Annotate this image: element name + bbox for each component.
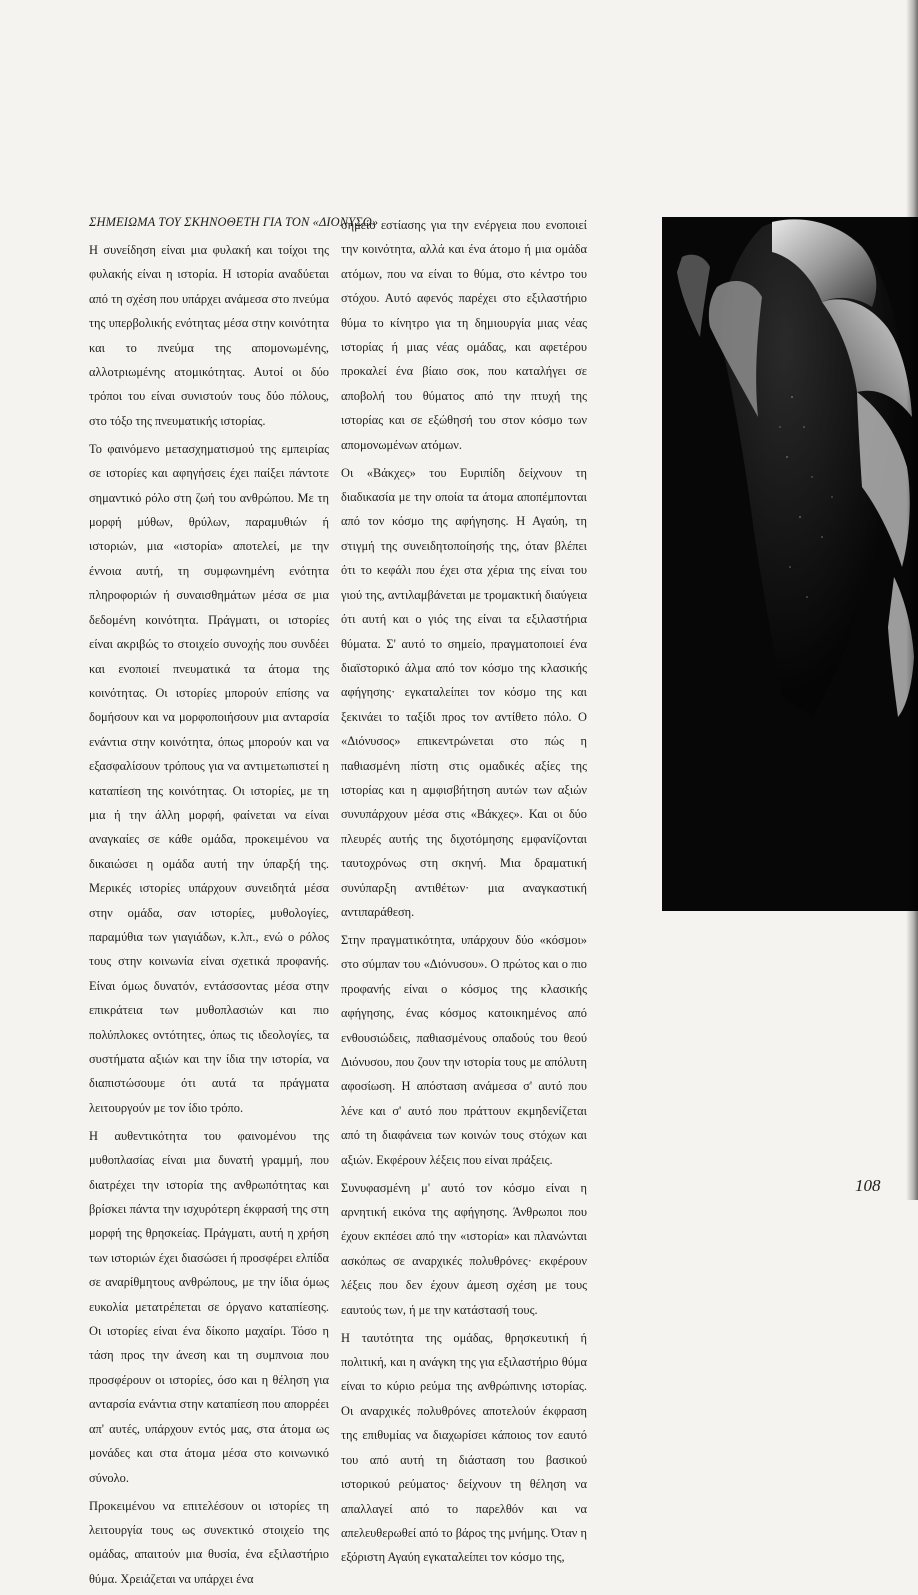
page-number: 108 (855, 1176, 881, 1195)
paragraph: Συνυφασμένη μ' αυτό τον κόσμο είναι η αρνητική εικόνα της αφήγησης. Άνθρωποι που έχουν εκπέσει από την «ιστορία» και πλανώνται ασκόπως σε αναρχικές πολυθρόνες· εκφέρουν λέξεις που δεν έχουν άμεση σχέση με τους εαυτούς των, ή με την κατάστασή τους. (341, 1180, 587, 1317)
text-column-left (89, 210, 379, 1595)
paragraph: Η συνείδηση είναι μια φυλακή και τοίχοι της φυλακής είναι η ιστορία. Η ιστορία αναδύεται από τη σχέση που υπάρχει ανάμεσα στο πνεύμα της υπερβολικής ενότητας μέσα στην κοινότητα και το πνεύμα της απομονωμένης, αλλοτριωμένης ατομικότητας. Αυτοί οι δύο τρόποι του είναι συνιστούν τους δύο πόλους, στο τόξο της πνευματικής ιστορίας. (89, 243, 329, 428)
paragraph: Η αυθεντικότητα του φαινομένου της μυθοπλασίας είναι μια δυνατή γραμμή, που διατρέχει την ιστορία της ανθρωπότητας και βρίσκει πάντα την ισχυρότερη έκφρασή της στη μορφή της θρησκείας. Πράγματι, αυτή η χρήση των ιστοριών έχει διασώσει ή προσφέρει ελπίδα σε αναρίθμητους ανθρώπους, με την ίδια όμως ευκολία μετατρέπεται σε όργανο καταπίεσης. Οι ιστορίες είναι ένα δίκοπο μαχαίρι. Τόσο η τάση προς την άνεση και τη συμπνοια που προσφέρουν οι ιστορίες, όσο και η θέληση για ανταρσία ενάντια στην καταπίεση που απορρέει απ' αυτές, υπάρχουν εντός μας, στα άτομα ως μονάδες και στα άτομα μέσα στο κοινωνικό σύνολο. (89, 1128, 329, 1485)
photo-figure-drawing (662, 217, 918, 911)
paragraph: Η ταυτότητα της ομάδας, θρησκευτική ή πολιτική, και η ανάγκη της για εξιλαστήριο θύμα είναι το κύριο ρεύμα της ανθρώπινης ιστορίας. Οι αναρχικές πολυθρόνες αποτελούν έκφραση της επιθυμίας να διαχωρίσει κάποιος τον εαυτό του από αυτή τη διάσταση του βασικού ιστορικού ρεύματος· δείχνουν τη θέληση να απαλλαγεί από το παρελθόν και να απελευθερωθεί από το βάρος της μνήμης. Όταν η εξόριστη Αγαύη εγκαταλείπει τον κόσμο της, (341, 1330, 587, 1565)
paragraph: Το φαινόμενο μετασχηματισμού της εμπειρίας σε ιστορίες και αφηγήσεις έχει παίξει πάντοτε σημαντικό ρόλο στη ζωή του ανθρώπου. Με τη μορφή μύθων, θρύλων, παραμυθιών ή ιστοριών, μια «ιστορία» αποτελεί, με την έννοια αυτή, τη συμφωνημένη ενότητα πληροφοριών ή συναισθημάτων μέσα σε μια δεδομένη κοινότητα. Πράγματι, οι ιστορίες είναι ακριβώς το στοιχείο συνοχής που συνδέει και ενοποιεί πνευματικά τα άτομα της κοινότητας. Οι ιστορίες μπορούν επίσης να δομήσουν και να μορφοποιήσουν μια ανταρσία ενάντια στην κοινότητα, όπως μπορούν και να εξασφαλίσουν τρόπους για να αντιμετωπιστεί η καταπίεση της κοινότητας. Οι ιστορίες, με τη μια ή την άλλη μορφή, φαίνεται να είναι αναγκαίες σε κάθε ομάδα, προκειμένου να δικαιώσει η ομάδα αυτή την ύπαρξή της. Μερικές ιστορίες υπάρχουν συνειδητά μέσα στην ομάδα, σαν ιστορίες, μυθολογίες, παραμύθια των γιαγιάδων, κ.λπ., ενώ ο ρόλος τους στην κοινωνία είναι σχετικά προφανής. Είναι όμως δυνατόν, εντάσσοντας μέσα στην επικράτεια των μυθοπλασιών και πιο πολύπλοκες οντότητες, όπως τις ιδεολογίες, τα συστήματα αξιών και την ίδια την ιστορία, να διαπιστώσουμε ότι αυτά τα πράγματα λειτουργούν με τον ίδιο τρόπο. (89, 441, 329, 1115)
paragraph: Οι «Βάκχες» του Ευριπίδη δείχνουν τη διαδικασία με την οποία τα άτομα αποπέμπονται από τον κόσμο της αφήγησης. Η Αγαύη, τη στιγμή της συνειδητοποίησής της, όταν βλέπει ότι το κεφάλι που έχει στα χέρια της είναι του γιού της, αντιλαμβάνεται με τρομακτική διαύγεια ότι αυτή και ο γιός της είναι τα εξιλαστήρια θύματα. Σ' αυτό το σημείο, πραγματοποιεί ένα διαϊστορικό άλμα από τον κόσμο της κλασικής αφήγησης· εγκαταλείπει τον κόσμο της και ξεκινάει το ταξίδι προς τον αντίθετο πόλο. Ο «Διόνυσος» επικεντρώνεται στο πώς η παθιασμένη πίστη στις ομαδικές αξίες της ιστορίας και η αμφισβήτηση αυτών των αξιών συνυπάρχουν μέσα στις «Βάκχες». Και οι δύο πλευρές αυτής της διχοτόμησης εμφανίζονται ταυτοχρόνως στη σκηνή. Μια δραματική συνύπαρξη αντιθέτων· μια αναγκαστική αντιπαράθεση. (341, 465, 587, 919)
paragraph: Προκειμένου να επιτελέσουν οι ιστορίες τη λειτουργία τους ως συνεκτικό στοιχείο της ομάδας, απαιτούν μια θυσία, ένα εξιλαστήριο θύμα. Χρειάζεται να υπάρχει ένα (89, 1498, 329, 1586)
paragraph: σημείο εστίασης για την ενέργεια που ενοποιεί την κοινότητα, αλλά και ένα άτομο ή μια ομάδα ατόμων, που να είναι το θύμα, στο κέντρο του στόχου. Αυτό αφενός παρέχει στο εξιλαστήριο θύμα το κίνητρο για τη δημιουργία μιας νέας ιστορίας ή μιας νέας ομάδας, και αφετέρου προκαλεί ένα βίαιο σοκ, που καταλήγει σε αποβολή του θύματος από την πτυχή της ιστορίας και σε εξώθησή του στον κόσμο των απομονωμένων ατόμων. (341, 218, 587, 452)
page-edge-shadow (906, 0, 918, 1200)
stage-photograph (662, 217, 918, 911)
text-column-middle (341, 213, 587, 1573)
section-heading: ΣΗΜΕΙΩΜΑ ΤΟΥ ΣΚΗΝΟΘΕΤΗ ΓΙΑ ΤΟΝ «ΔΙΟΝΥΣΟ» (89, 215, 379, 229)
paragraph: Στην πραγματικότητα, υπάρχουν δύο «κόσμοι» στο σύμπαν του «Διόνυσου». Ο πρώτος και ο πιο προφανής είναι ο κόσμος της κλασικής αφήγησης, ένας κόσμος κατοικημένος από ενθουσιώδεις, παθιασμένους οπαδούς του θεού Διόνυσου, που ζουν την ιστορία τους με απόλυτη αφοσίωση. Η απόσταση ανάμεσα σ' αυτό που λένε και σ' αυτό που πράττουν εκμηδενίζεται από τη διαφάνεια των κοινών τους στόχων και αξιών. Εκφέρουν λέξεις που είναι πράξεις. (341, 932, 587, 1167)
